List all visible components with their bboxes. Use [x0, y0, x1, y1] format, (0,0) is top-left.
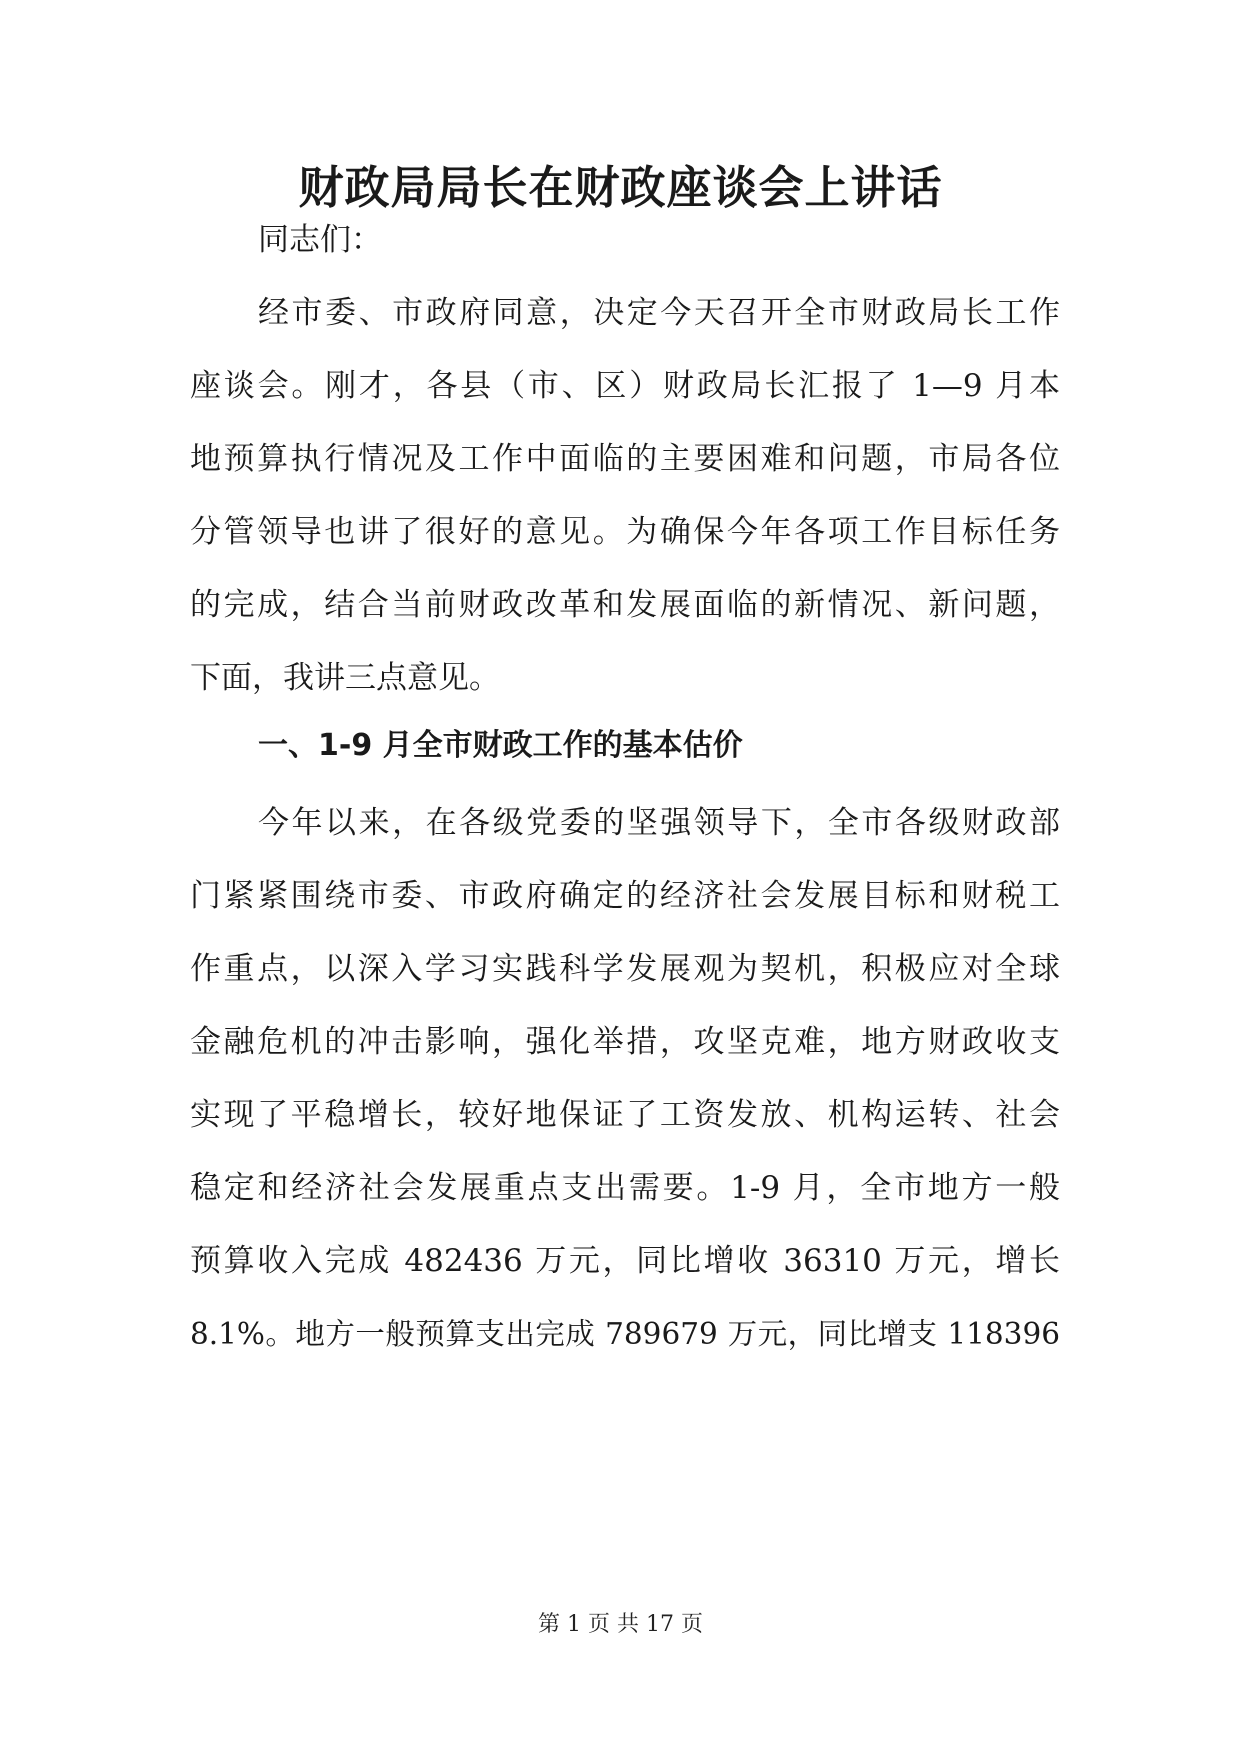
paragraph-1-line-1: 经市委、市政府同意，决定今天召开全市财政局长工作	[258, 295, 1060, 331]
paragraph-2-line-5: 实现了平稳增长，较好地保证了工资发放、机构运转、社会	[190, 1097, 1060, 1133]
paragraph-2-line-6: 稳定和经济社会发展重点支出需要。1-9 月，全市地方一般	[190, 1170, 1060, 1206]
salutation: 同志们：	[258, 222, 382, 258]
paragraph-2-line-2: 门紧紧围绕市委、市政府确定的经济社会发展目标和财税工	[190, 878, 1060, 914]
paragraph-2-line-7: 预算收入完成 482436 万元，同比增收 36310 万元，增长	[190, 1243, 1060, 1279]
paragraph-2-line-1: 今年以来，在各级党委的坚强领导下，全市各级财政部	[258, 805, 1060, 841]
section-1-heading: 一、1-9 月全市财政工作的基本估价	[258, 728, 743, 763]
paragraph-1-line-4: 分管领导也讲了很好的意见。为确保今年各项工作目标任务	[190, 514, 1060, 550]
paragraph-2-line-4: 金融危机的冲击影响，强化举措，攻坚克难，地方财政收支	[190, 1024, 1060, 1060]
paragraph-1-line-6: 下面，我讲三点意见。	[190, 660, 500, 696]
paragraph-1-line-2: 座谈会。刚才，各县（市、区）财政局长汇报了 1—9 月本	[190, 368, 1060, 404]
paragraph-1-line-3: 地预算执行情况及工作中面临的主要困难和问题，市局各位	[190, 441, 1060, 477]
paragraph-2-line-8: 8.1%。地方一般预算支出完成 789679 万元，同比增支 118396	[190, 1317, 1060, 1351]
paragraph-1-line-5: 的完成，结合当前财政改革和发展面临的新情况、新问题，	[190, 587, 1060, 623]
paragraph-2-line-3: 作重点，以深入学习实践科学发展观为契机，积极应对全球	[190, 951, 1060, 987]
page-number-footer: 第 1 页 共 17 页	[538, 1612, 703, 1637]
document-title: 财政局局长在财政座谈会上讲话	[298, 161, 943, 214]
